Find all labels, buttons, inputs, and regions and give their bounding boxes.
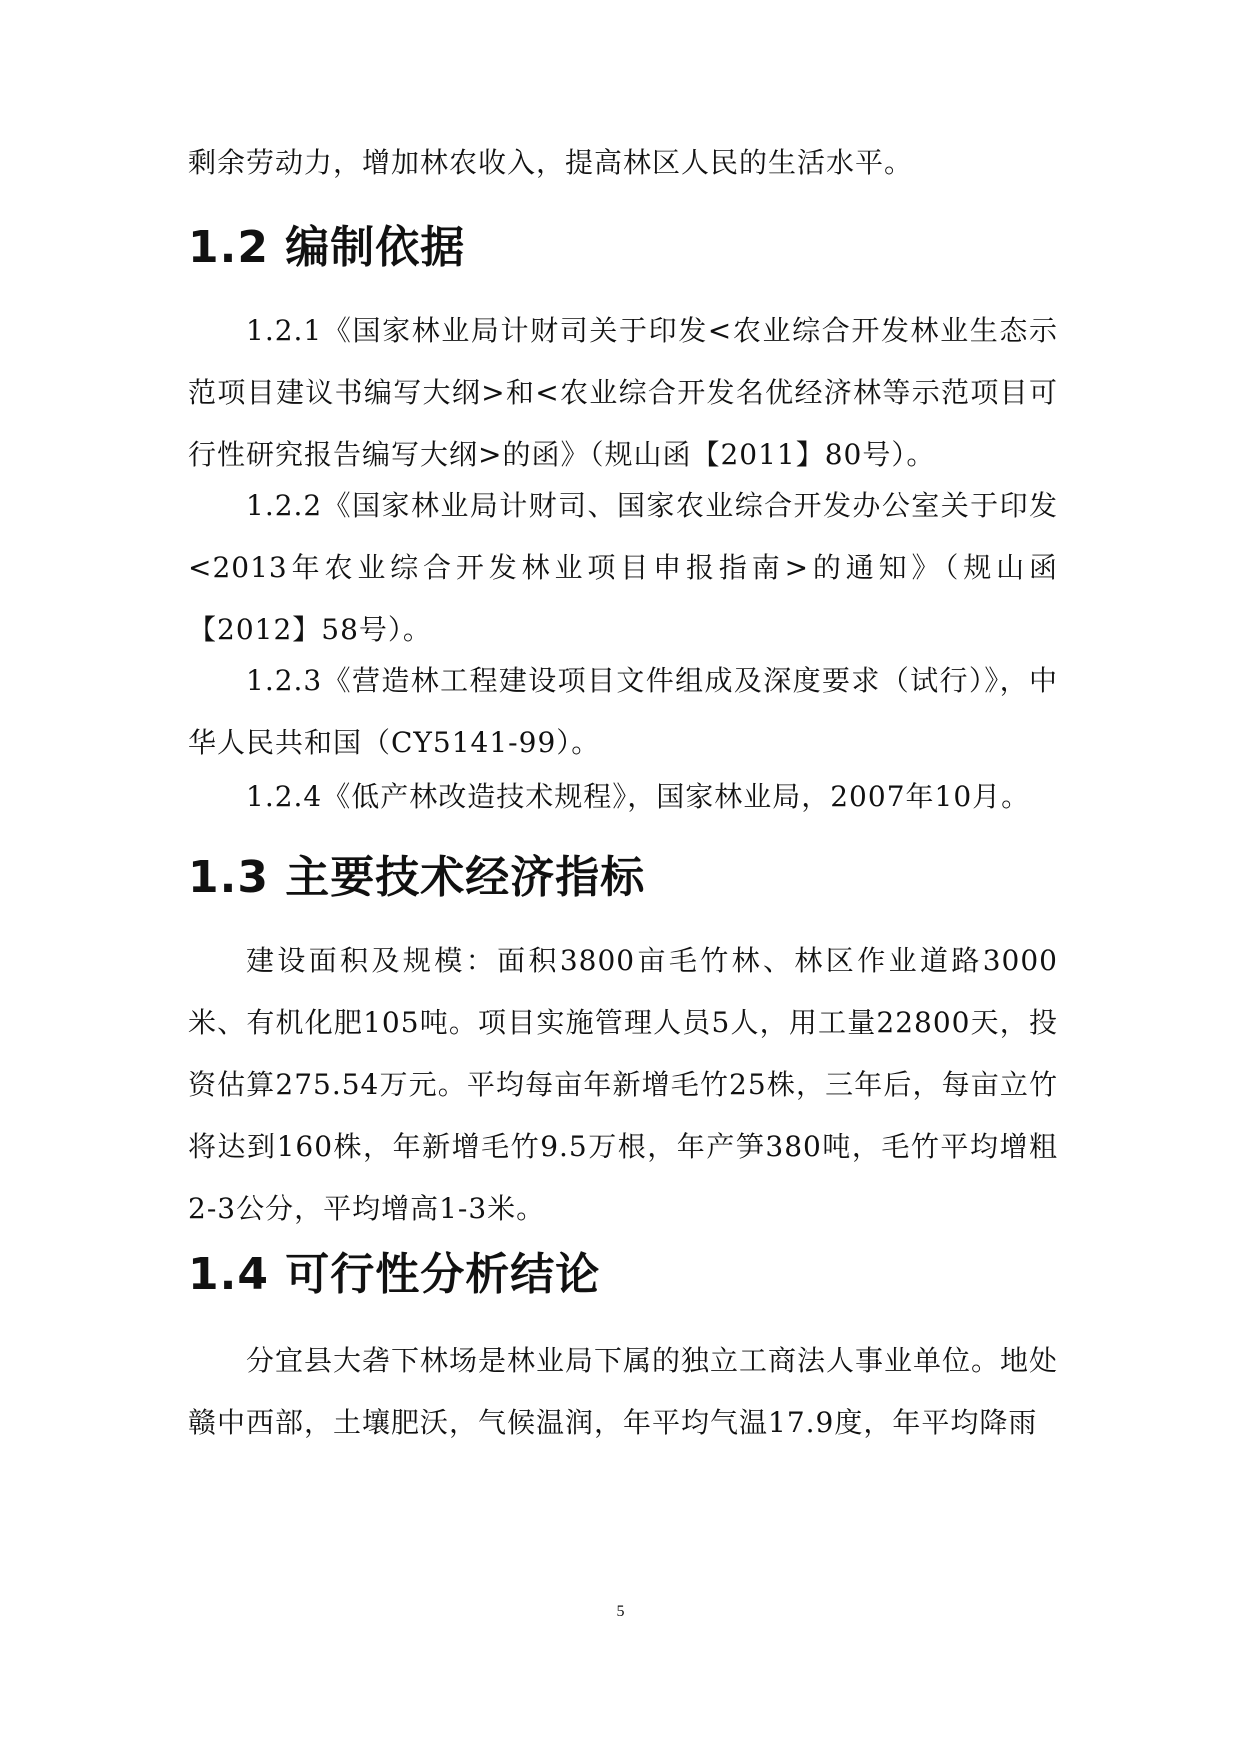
paragraph-continuation: 剩余劳动力，增加林农收入，提高林区人民的生活水平。 [188, 146, 914, 179]
paragraph-feasibility: 分宜县大砻下林场是林业局下属的独立工商法人事业单位。地处赣中西部，土壤肥沃，气候温润，年平均气温17.9度，年平均降雨 [188, 1344, 1059, 1439]
page-number: 5 [616, 1603, 625, 1620]
paragraph-1-2-4: 1.2.4《低产林改造技术规程》，国家林业局，2007年10月。 [246, 780, 1031, 813]
paragraph-indicators: 建设面积及规模：面积3800亩毛竹林、林区作业道路3000米、有机化肥105吨。项目实施管理人员5人，用工量22800天，投资估算275.54万元。平均每亩年新增毛竹25株，三年后，每亩立竹将达到160株，年新增毛竹9.5万根，年产笋380吨，毛竹平均增粗2-3公分，平均增高1-3米。 [188, 944, 1058, 1225]
section-heading-1-3: 1.3 主要技术经济指标 [188, 852, 646, 903]
paragraph-1-2-1: 1.2.1《国家林业局计财司关于印发<农业综合开发林业生态示范项目建议书编写大纲>和<农业综合开发名优经济林等示范项目可行性研究报告编写大纲>的函》（规山函【2011】80号）。 [188, 314, 1058, 471]
paragraph-1-2-2: 1.2.2《国家林业局计财司、国家农业综合开发办公室关于印发<2013年农业综合开发林业项目申报指南>的通知》（规山函【2012】58号）。 [188, 489, 1058, 646]
section-heading-1-4: 1.4 可行性分析结论 [188, 1249, 601, 1300]
paragraph-1-2-3: 1.2.3《营造林工程建设项目文件组成及深度要求（试行）》，中华人民共和国（CY5141-99）。 [188, 664, 1058, 759]
section-heading-1-2: 1.2 编制依据 [188, 222, 466, 273]
